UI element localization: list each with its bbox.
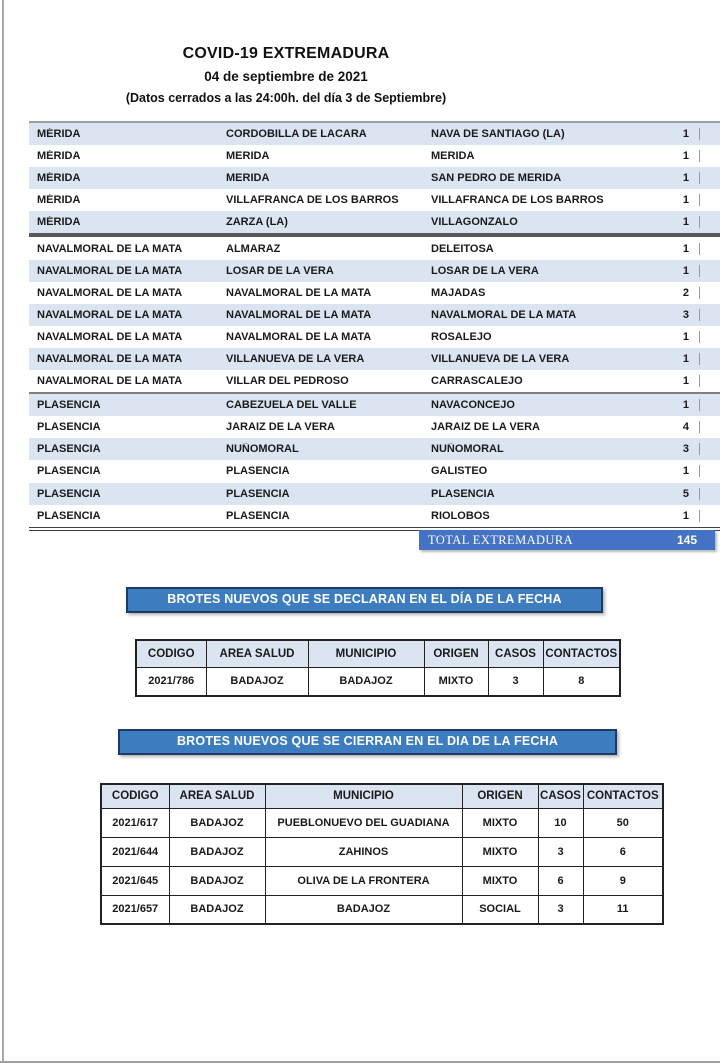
case-health-area: NAVALMORAL DE LA MATA	[37, 242, 183, 255]
case-health-area: MÉRIDA	[37, 216, 81, 229]
document-header	[0, 45, 572, 105]
cell: 50	[583, 808, 663, 837]
case-locality: SAN PEDRO DE MERIDA	[431, 172, 562, 185]
page-title: COVID-19 EXTREMADURA	[182, 45, 390, 62]
closed-outbreak-row	[101, 895, 663, 924]
column-header: ORIGEN	[462, 784, 538, 808]
case-health-area: NAVALMORAL DE LA MATA	[37, 264, 183, 277]
cell: BADAJOZ	[265, 895, 462, 924]
column-header: CODIGO	[136, 640, 206, 667]
case-count: 3	[648, 443, 700, 455]
case-health-area: NAVALMORAL DE LA MATA	[37, 286, 183, 299]
declared-outbreak-row	[136, 667, 620, 696]
case-row	[29, 394, 720, 416]
cell: 3	[538, 837, 583, 866]
case-health-area: MÉRIDA	[37, 194, 81, 207]
case-health-area: MÉRIDA	[37, 128, 81, 141]
column-header: CASOS	[488, 640, 543, 667]
case-locality: NAVALMORAL DE LA MATA	[431, 308, 577, 321]
case-row	[29, 260, 720, 282]
cell: 2021/657	[101, 895, 169, 924]
case-row	[29, 237, 720, 259]
declared-outbreaks-heading: BROTES NUEVOS QUE SE DECLARAN EN EL DÍA DE LA FECHA	[126, 587, 603, 613]
case-row	[29, 304, 720, 326]
case-count: 1	[648, 243, 700, 255]
data-closing-note: (Datos cerrados a las 24:00h. del día 3 de Septiembre)	[125, 91, 447, 105]
case-health-area: NAVALMORAL DE LA MATA	[37, 330, 183, 343]
cases-by-locality-table	[29, 121, 720, 531]
case-health-area: MÉRIDA	[37, 172, 81, 185]
case-count: 1	[648, 265, 700, 277]
case-zone: PLASENCIA	[226, 465, 290, 478]
case-locality: NUÑOMORAL	[431, 443, 504, 456]
closed-outbreaks-heading: BROTES NUEVOS QUE SE CIERRAN EN EL DIA DE LA FECHA	[118, 729, 617, 755]
case-row	[29, 282, 720, 304]
closed-outbreak-row-header-row	[101, 784, 663, 808]
case-locality: ROSALEJO	[431, 330, 492, 343]
column-header: CASOS	[538, 784, 583, 808]
cell: 11	[583, 895, 663, 924]
case-count: 4	[648, 421, 700, 433]
case-health-area: MÉRIDA	[37, 150, 81, 163]
case-locality: NAVA DE SANTIAGO (LA)	[431, 128, 565, 141]
cell: BADAJOZ	[308, 667, 424, 696]
case-row	[29, 416, 720, 438]
case-locality: JARAIZ DE LA VERA	[431, 421, 540, 434]
cell: 6	[538, 866, 583, 895]
case-locality: VILLAGONZALO	[431, 216, 518, 229]
case-row	[29, 211, 720, 233]
cell: SOCIAL	[462, 895, 538, 924]
case-zone: NUÑOMORAL	[226, 443, 299, 456]
case-count: 1	[648, 172, 700, 184]
total-value: 145	[676, 533, 697, 547]
case-zone: VILLANUEVA DE LA VERA	[226, 352, 365, 365]
case-row	[29, 123, 720, 145]
total-label: TOTAL EXTREMADURA	[428, 533, 574, 547]
case-count: 1	[648, 399, 700, 411]
case-zone: LOSAR DE LA VERA	[226, 264, 334, 277]
declared-outbreaks-table	[135, 639, 621, 697]
case-zone: ZARZA (LA)	[226, 216, 288, 229]
case-row	[29, 505, 720, 527]
case-row	[29, 460, 720, 482]
cell: BADAJOZ	[169, 837, 265, 866]
cell: MIXTO	[462, 808, 538, 837]
case-health-area: PLASENCIA	[37, 509, 101, 522]
case-count: 1	[648, 510, 700, 522]
closed-outbreak-row	[101, 837, 663, 866]
case-locality: MERIDA	[431, 150, 475, 163]
case-count: 1	[648, 150, 700, 162]
case-row	[29, 167, 720, 189]
cell: PUEBLONUEVO DEL GUADIANA	[265, 808, 462, 837]
closed-outbreaks-header	[101, 784, 663, 808]
cell: 8	[543, 667, 620, 696]
case-locality: PLASENCIA	[431, 487, 495, 500]
case-row	[29, 438, 720, 460]
case-count: 1	[648, 128, 700, 140]
case-locality: GALISTEO	[431, 465, 488, 478]
cell: ZAHINOS	[265, 837, 462, 866]
cell: MIXTO	[462, 866, 538, 895]
closed-outbreaks-body	[101, 808, 663, 924]
cell: 10	[538, 808, 583, 837]
cell: BADAJOZ	[169, 866, 265, 895]
case-count: 1	[648, 353, 700, 365]
declared-outbreak-row-header-row	[136, 640, 620, 667]
page-left-border	[2, 0, 4, 1063]
case-zone: MERIDA	[226, 150, 270, 163]
cell: 2021/786	[136, 667, 206, 696]
case-health-area: PLASENCIA	[37, 443, 101, 456]
column-header: CONTACTOS	[543, 640, 620, 667]
declared-outbreaks-header	[136, 640, 620, 667]
case-health-area: PLASENCIA	[37, 487, 101, 500]
cell: MIXTO	[462, 837, 538, 866]
cell: BADAJOZ	[169, 808, 265, 837]
column-header: AREA SALUD	[206, 640, 308, 667]
case-zone: ALMARAZ	[226, 242, 281, 255]
case-row	[29, 145, 720, 167]
case-zone: VILLAR DEL PEDROSO	[226, 375, 349, 388]
column-header: CODIGO	[101, 784, 169, 808]
case-row	[29, 326, 720, 348]
closed-outbreak-row	[101, 808, 663, 837]
case-count: 5	[648, 488, 700, 500]
column-header: MUNICIPIO	[265, 784, 462, 808]
case-count: 1	[648, 194, 700, 206]
case-zone: NAVALMORAL DE LA MATA	[226, 286, 372, 299]
case-zone: JARAIZ DE LA VERA	[226, 421, 335, 434]
closed-outbreak-row	[101, 866, 663, 895]
cell: 2021/617	[101, 808, 169, 837]
case-health-area: PLASENCIA	[37, 421, 101, 434]
cell: 3	[538, 895, 583, 924]
case-health-area: NAVALMORAL DE LA MATA	[37, 352, 183, 365]
cell: OLIVA DE LA FRONTERA	[265, 866, 462, 895]
case-count: 1	[648, 331, 700, 343]
case-locality: LOSAR DE LA VERA	[431, 264, 539, 277]
cell: 3	[488, 667, 543, 696]
declared-outbreaks-body	[136, 667, 620, 696]
column-header: CONTACTOS	[583, 784, 663, 808]
case-zone: CORDOBILLA DE LACARA	[226, 128, 367, 141]
cell: 2021/645	[101, 866, 169, 895]
case-zone: MERIDA	[226, 172, 270, 185]
case-locality: MAJADAS	[431, 286, 486, 299]
case-zone: PLASENCIA	[226, 487, 290, 500]
case-locality: NAVACONCEJO	[431, 399, 515, 412]
cell: MIXTO	[424, 667, 488, 696]
column-header: AREA SALUD	[169, 784, 265, 808]
case-health-area: PLASENCIA	[37, 465, 101, 478]
case-zone: NAVALMORAL DE LA MATA	[226, 308, 372, 321]
cell: 2021/644	[101, 837, 169, 866]
case-locality: VILLANUEVA DE LA VERA	[431, 352, 570, 365]
case-row	[29, 189, 720, 211]
closed-outbreaks-table	[100, 783, 664, 925]
cell: BADAJOZ	[206, 667, 308, 696]
cell: 6	[583, 837, 663, 866]
case-row	[29, 370, 720, 392]
case-health-area: PLASENCIA	[37, 399, 101, 412]
column-header: MUNICIPIO	[308, 640, 424, 667]
case-count: 1	[648, 465, 700, 477]
case-zone: CABEZUELA DEL VALLE	[226, 399, 357, 412]
case-health-area: NAVALMORAL DE LA MATA	[37, 308, 183, 321]
case-locality: VILLAFRANCA DE LOS BARROS	[431, 194, 604, 207]
case-zone: PLASENCIA	[226, 509, 290, 522]
case-locality: DELEITOSA	[431, 242, 494, 255]
cell: BADAJOZ	[169, 895, 265, 924]
case-health-area: NAVALMORAL DE LA MATA	[37, 375, 183, 388]
case-locality: RIOLOBOS	[431, 509, 490, 522]
case-count: 1	[648, 216, 700, 228]
cell: 9	[583, 866, 663, 895]
case-count: 3	[648, 309, 700, 321]
total-banner	[419, 530, 715, 550]
column-header: ORIGEN	[424, 640, 488, 667]
case-zone: NAVALMORAL DE LA MATA	[226, 330, 372, 343]
case-zone: VILLAFRANCA DE LOS BARROS	[226, 194, 399, 207]
case-row	[29, 483, 720, 505]
case-count: 2	[648, 287, 700, 299]
case-row	[29, 348, 720, 370]
case-locality: CARRASCALEJO	[431, 375, 523, 388]
case-count: 1	[648, 375, 700, 387]
report-date: 04 de septiembre de 2021	[204, 69, 368, 84]
